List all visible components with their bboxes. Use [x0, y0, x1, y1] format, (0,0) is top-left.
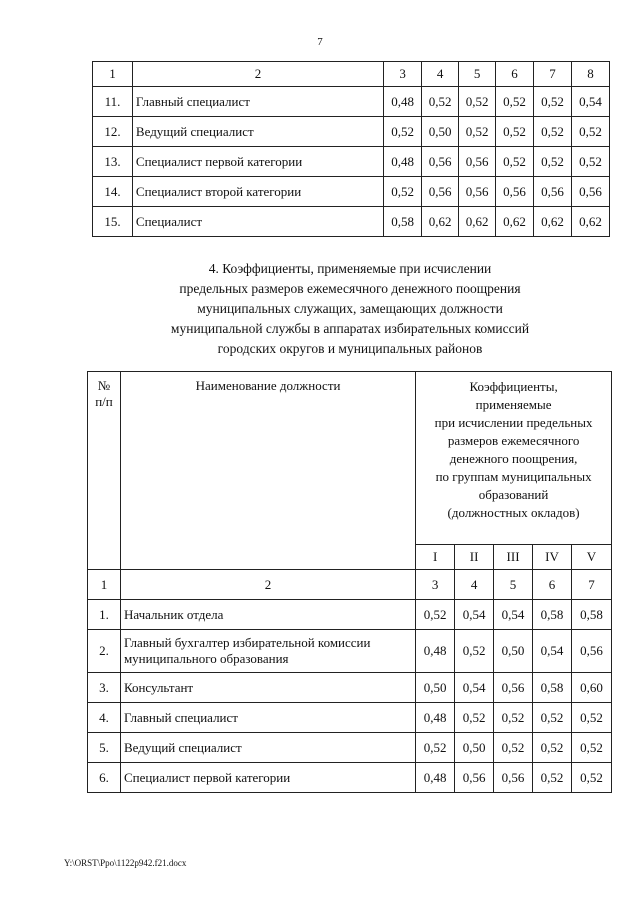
index-cell: 3	[416, 570, 455, 600]
header-line: при исчислении предельных	[434, 415, 593, 430]
group-header: II	[455, 545, 494, 570]
coefficients-column-header	[416, 372, 612, 545]
header-cell: 7	[534, 62, 572, 87]
group-header: IV	[533, 545, 572, 570]
coef-cell: 0,52	[533, 763, 572, 793]
position-name: Специалист первой категории	[120, 763, 415, 793]
index-cell: 4	[455, 570, 494, 600]
index-row	[88, 570, 612, 600]
coef-cell: 0,62	[571, 207, 609, 237]
section-title-line: 4. Коэффициенты, применяемые при исчислении	[208, 261, 492, 276]
row-number: 11.	[93, 87, 133, 117]
index-cell: 7	[571, 570, 611, 600]
row-number: 3.	[88, 673, 121, 703]
coef-cell: 0,56	[571, 630, 611, 673]
coef-cell: 0,48	[416, 703, 455, 733]
coefficients-table-continued	[92, 61, 610, 237]
header-cell: 1	[93, 62, 133, 87]
table-row	[93, 177, 610, 207]
coef-cell: 0,54	[455, 600, 494, 630]
header-cell: 5	[459, 62, 496, 87]
coef-cell: 0,62	[496, 207, 534, 237]
coef-cell: 0,52	[494, 703, 533, 733]
row-number: 5.	[88, 733, 121, 763]
section-title-line: муниципальной службы в аппаратах избирательных комиссий	[170, 321, 530, 336]
position-name: Ведущий специалист	[120, 733, 415, 763]
coef-cell: 0,52	[416, 733, 455, 763]
header-line: Коэффициенты,	[469, 379, 558, 394]
table-header-row	[93, 62, 610, 87]
coef-cell: 0,52	[384, 177, 422, 207]
coef-cell: 0,56	[496, 177, 534, 207]
coef-cell: 0,50	[494, 630, 533, 673]
table-row	[88, 733, 612, 763]
number-column-header	[88, 372, 121, 570]
coef-cell: 0,56	[494, 763, 533, 793]
index-cell: 5	[494, 570, 533, 600]
name-column-header: Наименование должности	[120, 372, 415, 570]
coef-cell: 0,60	[571, 673, 611, 703]
position-name: Начальник отдела	[120, 600, 415, 630]
coef-cell: 0,52	[533, 733, 572, 763]
coef-cell: 0,52	[496, 147, 534, 177]
index-cell: 2	[120, 570, 415, 600]
coef-cell: 0,62	[422, 207, 459, 237]
group-header: I	[416, 545, 455, 570]
coef-cell: 0,52	[534, 147, 572, 177]
coef-cell: 0,52	[496, 117, 534, 147]
table-row	[93, 87, 610, 117]
coef-cell: 0,56	[422, 147, 459, 177]
coef-cell: 0,54	[494, 600, 533, 630]
table-row	[88, 600, 612, 630]
position-name: Специалист	[132, 207, 383, 237]
coef-cell: 0,50	[422, 117, 459, 147]
coef-cell: 0,58	[533, 600, 572, 630]
header-line: образований	[478, 487, 549, 502]
coef-cell: 0,54	[571, 87, 609, 117]
position-name: Ведущий специалист	[132, 117, 383, 147]
row-number: 2.	[88, 630, 121, 673]
header-line: №	[97, 378, 111, 393]
position-name-line: муниципального образования	[123, 651, 289, 666]
position-name: Специалист первой категории	[132, 147, 383, 177]
coef-cell: 0,62	[534, 207, 572, 237]
row-number: 14.	[93, 177, 133, 207]
coef-cell: 0,56	[455, 763, 494, 793]
coef-cell: 0,52	[571, 733, 611, 763]
table-row	[88, 630, 612, 673]
coef-cell: 0,50	[455, 733, 494, 763]
position-name	[120, 630, 415, 673]
coef-cell: 0,48	[384, 87, 422, 117]
row-number: 1.	[88, 600, 121, 630]
page-number: 7	[317, 36, 323, 48]
row-number: 15.	[93, 207, 133, 237]
header-line: применяемые	[475, 397, 552, 412]
coef-cell: 0,58	[533, 673, 572, 703]
coef-cell: 0,54	[533, 630, 572, 673]
position-name: Главный специалист	[120, 703, 415, 733]
coef-cell: 0,52	[571, 147, 609, 177]
coef-cell: 0,52	[533, 703, 572, 733]
position-name-line: Главный бухгалтер избирательной комиссии	[123, 635, 371, 650]
header-line: по группам муниципальных	[435, 469, 592, 484]
coef-cell: 0,56	[459, 177, 496, 207]
index-cell: 6	[533, 570, 572, 600]
coef-cell: 0,52	[459, 117, 496, 147]
row-number: 13.	[93, 147, 133, 177]
coef-cell: 0,52	[496, 87, 534, 117]
coef-cell: 0,52	[422, 87, 459, 117]
coef-cell: 0,52	[494, 733, 533, 763]
header-cell: 3	[384, 62, 422, 87]
table-row	[88, 673, 612, 703]
coef-cell: 0,48	[384, 147, 422, 177]
coef-cell: 0,52	[571, 117, 609, 147]
coef-cell: 0,52	[534, 117, 572, 147]
coef-cell: 0,56	[422, 177, 459, 207]
header-cell: 4	[422, 62, 459, 87]
section-title-line: предельных размеров ежемесячного денежного поощрения	[179, 281, 521, 296]
group-header: III	[494, 545, 533, 570]
header-line: п/п	[95, 394, 113, 409]
coef-cell: 0,58	[384, 207, 422, 237]
table-row	[88, 703, 612, 733]
position-name: Консультант	[120, 673, 415, 703]
header-line: размеров ежемесячного	[447, 433, 580, 448]
coef-cell: 0,56	[459, 147, 496, 177]
table-header-row	[88, 372, 612, 545]
row-number: 12.	[93, 117, 133, 147]
row-number: 4.	[88, 703, 121, 733]
coef-cell: 0,58	[571, 600, 611, 630]
coef-cell: 0,52	[571, 763, 611, 793]
coef-cell: 0,52	[534, 87, 572, 117]
header-line: денежного поощрения,	[449, 451, 578, 466]
coef-cell: 0,52	[459, 87, 496, 117]
group-header: V	[571, 545, 611, 570]
header-line: (должностных окладов)	[447, 505, 580, 520]
coef-cell: 0,52	[416, 600, 455, 630]
section-title-line: городских округов и муниципальных районов	[217, 341, 483, 356]
header-cell: 8	[571, 62, 609, 87]
coef-cell: 0,56	[534, 177, 572, 207]
position-name: Специалист второй категории	[132, 177, 383, 207]
coef-cell: 0,62	[459, 207, 496, 237]
coef-cell: 0,52	[455, 703, 494, 733]
table-row	[88, 763, 612, 793]
index-cell: 1	[88, 570, 121, 600]
coef-cell: 0,50	[416, 673, 455, 703]
coef-cell: 0,52	[571, 703, 611, 733]
coef-cell: 0,52	[455, 630, 494, 673]
coef-cell: 0,52	[384, 117, 422, 147]
position-name: Главный специалист	[132, 87, 383, 117]
file-path-footer: Y:\ORST\Ppo\1122p942.f21.docx	[64, 858, 187, 868]
table-row	[93, 147, 610, 177]
header-cell: 6	[496, 62, 534, 87]
section-title	[0, 259, 640, 359]
coef-cell: 0,48	[416, 630, 455, 673]
row-number: 6.	[88, 763, 121, 793]
table-row	[93, 207, 610, 237]
coef-cell: 0,56	[494, 673, 533, 703]
coef-cell: 0,48	[416, 763, 455, 793]
coef-cell: 0,54	[455, 673, 494, 703]
table-row	[93, 117, 610, 147]
election-commission-coefficients-table	[87, 371, 612, 793]
header-cell: 2	[132, 62, 383, 87]
section-title-line: муниципальных служащих, замещающих должности	[197, 301, 503, 316]
coef-cell: 0,56	[571, 177, 609, 207]
